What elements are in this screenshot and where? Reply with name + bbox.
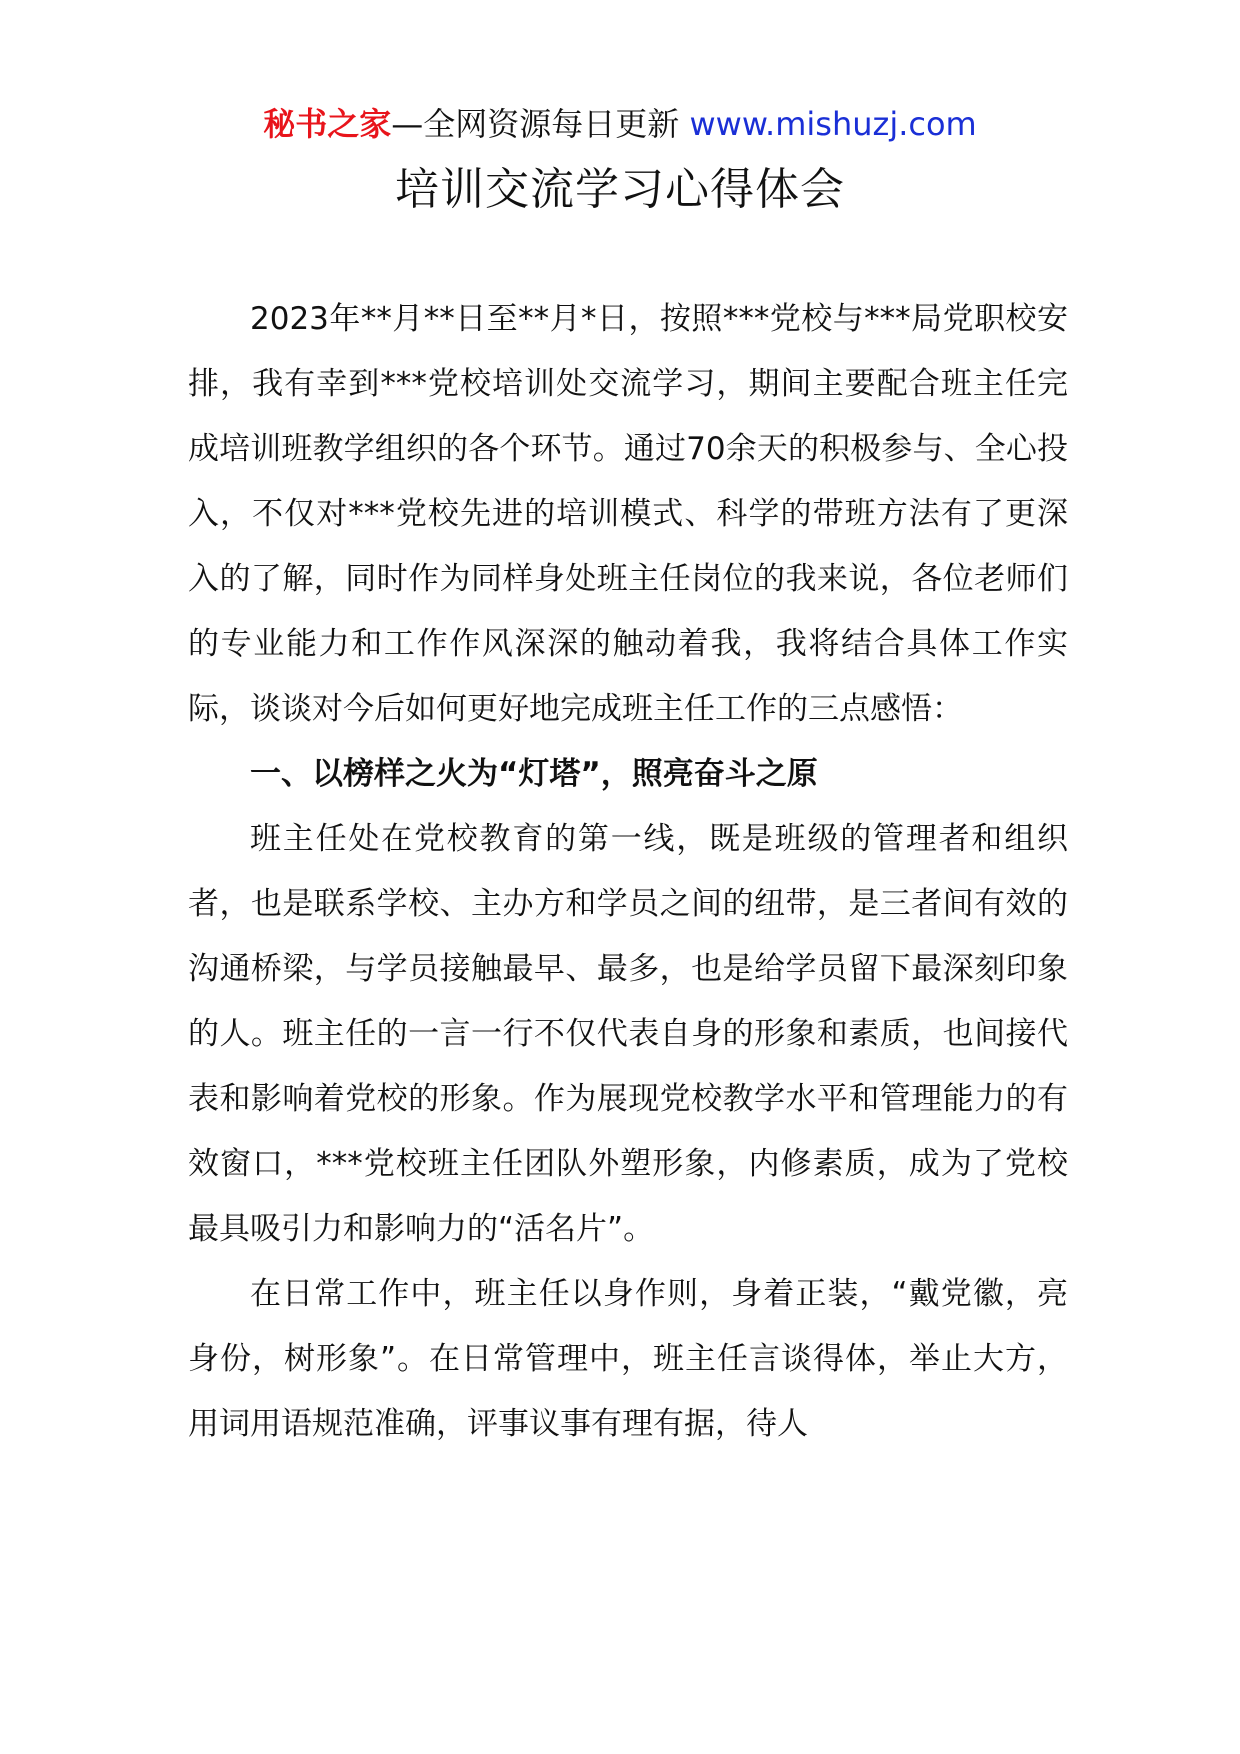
site-url-link[interactable]: www.mishuzj.com <box>689 105 977 143</box>
paragraph-daily-work: 在日常工作中，班主任以身作则，身着正装，“戴党徽，亮身份，树形象”。在日常管理中，班主任言谈得体，举止大方，用词用语规范准确，评事议事有理有据，待人 <box>188 1276 1068 1442</box>
paragraph-intro: 2023年**月**日至**月*日，按照***党校与***局党职校安排，我有幸到***党校培训处交流学习，期间主要配合班主任完成培训班教学组织的各个环节。通过70余天的积极参与、全心投入，不仅对***党校先进的培训模式、科学的带班方法有了更深入的了解，同时作为同样身处班主任岗位的我来说，各位老师们的专业能力和工作作风深深的触动着我，我将结合具体工作实际，谈谈对今后如何更好地完成班主任工作的三点感悟： <box>188 301 1068 727</box>
brand-name: 秘书之家 <box>263 105 392 143</box>
document-body <box>188 287 1068 1457</box>
header-slogan: —全网资源每日更新 <box>391 105 690 143</box>
document-title: 培训交流学习心得体会 <box>395 164 845 215</box>
section-heading-1: 一、以榜样之火为“灯塔”，照亮奋斗之原 <box>250 756 818 792</box>
site-header <box>0 102 1240 146</box>
paragraph-role: 班主任处在党校教育的第一线，既是班级的管理者和组织者，也是联系学校、主办方和学员之间的纽带，是三者间有效的沟通桥梁，与学员接触最早、最多，也是给学员留下最深刻印象的人。班主任的一言一行不仅代表自身的形象和素质，也间接代表和影响着党校的形象。作为展现党校教学水平和管理能力的有效窗口，***党校班主任团队外塑形象，内修素质，成为了党校最具吸引力和影响力的“活名片”。 <box>188 821 1068 1247</box>
